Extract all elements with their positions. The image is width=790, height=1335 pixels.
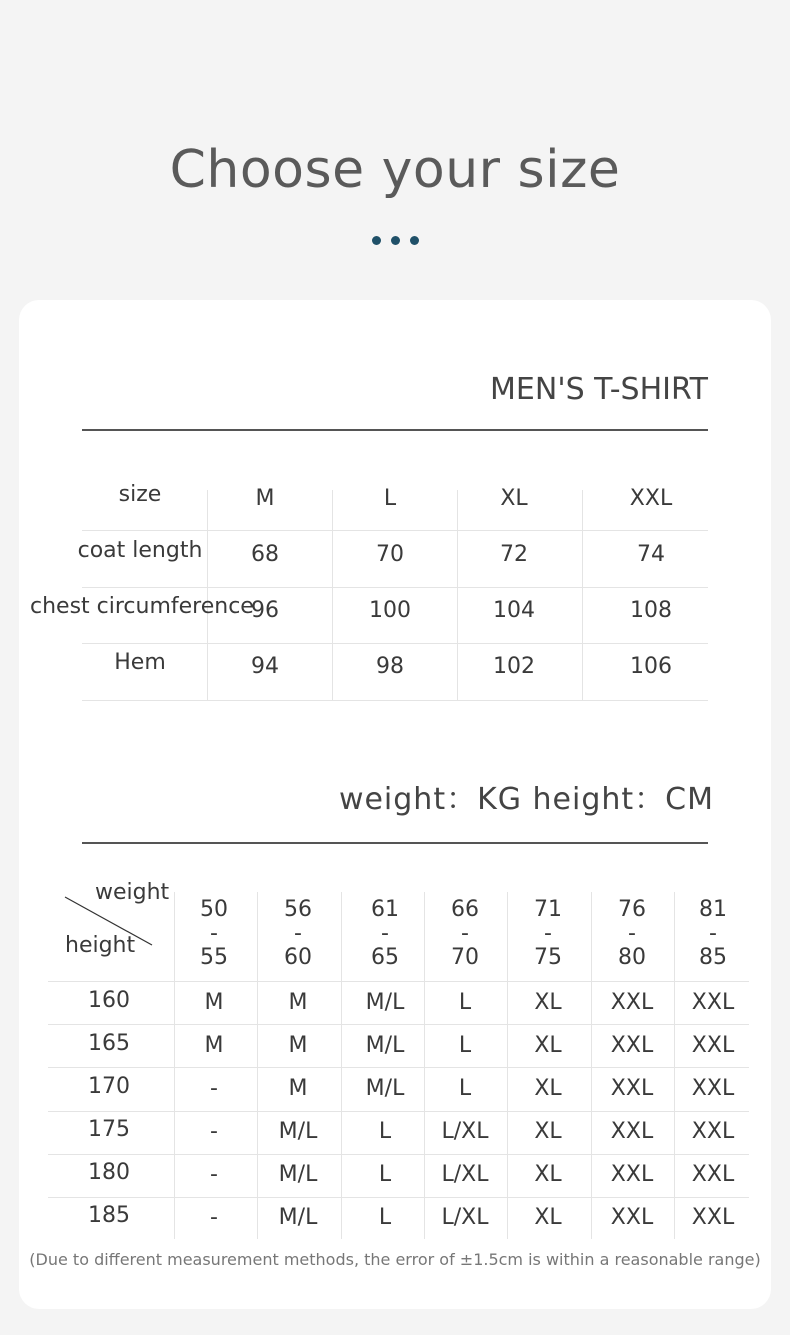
table-cell: M: [255, 486, 275, 511]
grid-line: [82, 700, 708, 701]
grid-line: [341, 892, 342, 1239]
weight-range-max: 75: [534, 945, 562, 970]
size-cell: M/L: [278, 1162, 318, 1187]
weight-range-separator: -: [461, 921, 469, 946]
size-cell: L: [458, 1033, 472, 1058]
grid-line: [82, 643, 708, 644]
weight-range-max: 80: [618, 945, 646, 970]
size-cell: M: [204, 1033, 224, 1058]
size-cell: XL: [534, 1033, 562, 1058]
corner-height-label: height: [65, 933, 136, 958]
size-cell: M: [204, 990, 224, 1015]
size-cell: M/L: [278, 1205, 318, 1230]
table-cell: 72: [500, 542, 528, 567]
grid-line: [82, 530, 708, 531]
size-cell: L/XL: [441, 1205, 489, 1230]
grid-line: [48, 1024, 749, 1025]
table-cell: L: [383, 486, 397, 511]
size-cell: XXL: [610, 1076, 654, 1101]
weight-range-separator: -: [628, 921, 636, 946]
size-cell: L: [458, 990, 472, 1015]
page-title: Choose your size: [169, 140, 621, 200]
table-cell: 106: [630, 654, 672, 679]
table-cell: 100: [369, 598, 411, 623]
table-cell: 102: [493, 654, 535, 679]
height-value: 165: [88, 1031, 130, 1056]
grid-line: [48, 1154, 749, 1155]
size-cell: M/L: [365, 1076, 405, 1101]
size-cell: L/XL: [441, 1119, 489, 1144]
size-cell: -: [210, 1162, 218, 1187]
weight-range-max: 85: [699, 945, 727, 970]
table-cell: 68: [251, 542, 279, 567]
weight-range-max: 60: [284, 945, 312, 970]
size-cell: -: [210, 1205, 218, 1230]
dot-icon: [372, 236, 381, 245]
weight-range-max: 70: [451, 945, 479, 970]
grid-line: [48, 1067, 749, 1068]
size-cell: -: [210, 1119, 218, 1144]
height-value: 185: [88, 1203, 130, 1228]
size-cell: XXL: [691, 1205, 735, 1230]
weight-range-max: 55: [200, 945, 228, 970]
size-cell: XXL: [610, 1162, 654, 1187]
size-cell: M/L: [365, 990, 405, 1015]
weight-range-max: 65: [371, 945, 399, 970]
table-cell: 108: [630, 598, 672, 623]
weight-range-separator: -: [544, 921, 552, 946]
dot-icon: [391, 236, 400, 245]
size-cell: M/L: [278, 1119, 318, 1144]
weight-range-separator: -: [709, 921, 717, 946]
weight-range-min: 56: [284, 897, 312, 922]
table-cell: 74: [637, 542, 665, 567]
size-cell: M: [288, 1033, 308, 1058]
row-label: size: [118, 482, 162, 507]
table-cell: 94: [251, 654, 279, 679]
size-cell: M/L: [365, 1033, 405, 1058]
corner-weight-label: weight: [95, 880, 170, 905]
tshirt-table-title: MEN'S T-SHIRT: [490, 372, 708, 407]
divider: [82, 429, 708, 431]
weight-range-separator: -: [381, 921, 389, 946]
height-value: 175: [88, 1117, 130, 1142]
dot-icon: [410, 236, 419, 245]
grid-line: [582, 490, 583, 700]
table-cell: 104: [493, 598, 535, 623]
size-cell: XXL: [610, 1205, 654, 1230]
table-cell: 98: [376, 654, 404, 679]
divider: [82, 842, 708, 844]
size-cell: XL: [534, 1076, 562, 1101]
table-cell: 96: [251, 598, 279, 623]
grid-line: [332, 490, 333, 700]
height-value: 160: [88, 988, 130, 1013]
height-value: 180: [88, 1160, 130, 1185]
size-cell: M: [288, 990, 308, 1015]
size-cell: XL: [534, 1205, 562, 1230]
weight-range-min: 50: [200, 897, 228, 922]
weight-range-min: 61: [371, 897, 399, 922]
grid-line: [82, 587, 708, 588]
size-cell: -: [210, 1076, 218, 1101]
weight-range-separator: -: [294, 921, 302, 946]
row-label: coat length: [77, 538, 203, 563]
size-cell: XXL: [610, 1119, 654, 1144]
size-cell: XXL: [691, 1033, 735, 1058]
row-label: chest circumference: [30, 594, 254, 619]
grid-line: [48, 1197, 749, 1198]
size-cell: XXL: [691, 1076, 735, 1101]
size-cell: L: [378, 1162, 392, 1187]
size-cell: XXL: [691, 1119, 735, 1144]
table-cell: XXL: [629, 486, 673, 511]
weight-range-min: 71: [534, 897, 562, 922]
grid-line: [48, 981, 749, 982]
size-card: [19, 300, 771, 1309]
size-cell: XXL: [610, 990, 654, 1015]
row-label: Hem: [114, 650, 166, 675]
size-cell: M: [288, 1076, 308, 1101]
grid-line: [457, 490, 458, 700]
size-cell: XXL: [691, 1162, 735, 1187]
table-cell: 70: [376, 542, 404, 567]
grid-line: [48, 1111, 749, 1112]
size-cell: L: [378, 1119, 392, 1144]
weight-range-min: 76: [618, 897, 646, 922]
size-cell: L: [378, 1205, 392, 1230]
size-cell: XXL: [610, 1033, 654, 1058]
size-cell: XL: [534, 1162, 562, 1187]
size-cell: L: [458, 1076, 472, 1101]
size-cell: XL: [534, 1119, 562, 1144]
table-cell: XL: [500, 486, 528, 511]
decorative-dots: [0, 230, 790, 249]
size-cell: XL: [534, 990, 562, 1015]
height-value: 170: [88, 1074, 130, 1099]
weight-range-min: 66: [451, 897, 479, 922]
size-cell: XXL: [691, 990, 735, 1015]
size-cell: L/XL: [441, 1162, 489, 1187]
weight-height-title: weight：KG height：CM: [338, 782, 714, 817]
weight-range-separator: -: [210, 921, 218, 946]
weight-range-min: 81: [699, 897, 727, 922]
footnote: (Due to different measurement methods, the error of ±1.5cm is within a reasonable range): [29, 1250, 761, 1269]
